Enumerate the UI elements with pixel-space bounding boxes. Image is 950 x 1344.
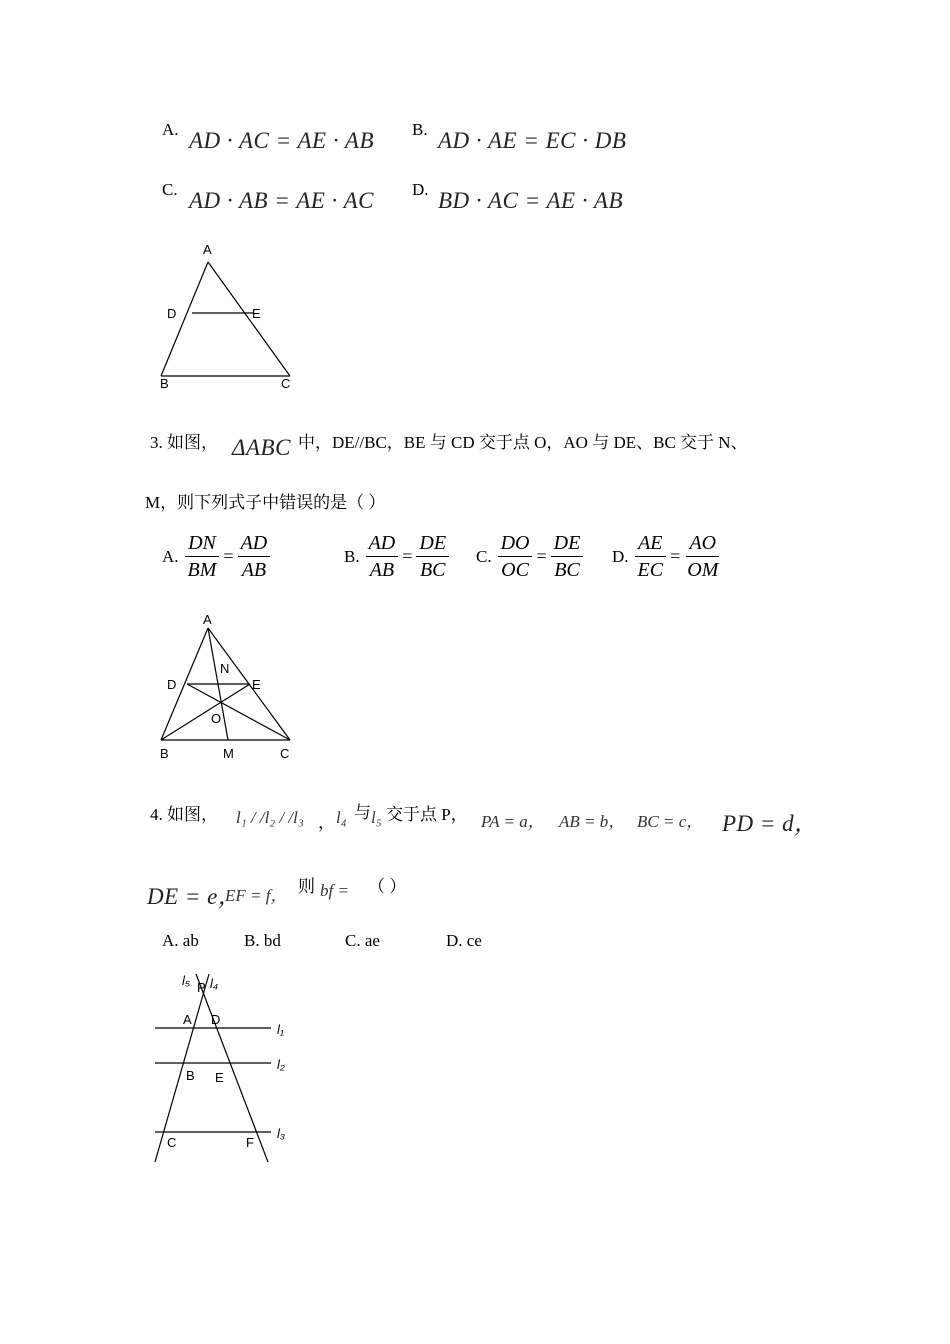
- q3-option-b-equals: =: [402, 546, 413, 566]
- q3-option-b-den2: BC: [419, 559, 446, 581]
- q3-option-a-den1: BM: [187, 559, 217, 581]
- q3-option-a-frac1: [185, 530, 220, 583]
- q3-stem-rest: 中，DE//BC，BE 与 CD 交于点 O，AO 与 DE、BC 交于 N、: [298, 433, 748, 452]
- q4-parallel-lines: l₁ / /l₂ / /l₃: [236, 808, 304, 827]
- q2-triangle-figure: [150, 236, 310, 396]
- q2-label-e: E: [252, 306, 261, 321]
- q2-label-d: D: [167, 306, 177, 321]
- q3-number: 3. 如图，: [150, 433, 218, 452]
- q4-comma1: ，: [318, 813, 335, 832]
- q3-option-b-frac1: [366, 530, 399, 583]
- q3-option-c-frac2: [551, 530, 584, 583]
- q2-option-a-expr: AD · AC = AE · AB: [189, 128, 375, 153]
- q4-label-b: B: [186, 1068, 195, 1083]
- q3-option-a-label: A.: [162, 546, 179, 566]
- q4-option-a[interactable]: A. ab: [162, 931, 199, 950]
- q3-option-b-num2: DE: [416, 530, 449, 557]
- q3-option-d-equals: =: [670, 546, 681, 566]
- q3-option-a-frac2: [238, 530, 271, 583]
- q4-yu: 与: [354, 803, 371, 822]
- q3-option-d-num1: AE: [635, 530, 665, 557]
- q4-pd: PD = d，: [722, 811, 818, 836]
- q4-bc: BC = c，: [637, 812, 704, 831]
- q4-label-a: A: [183, 1012, 192, 1027]
- q4-line-l5: [155, 974, 209, 1162]
- q3-label-a: A: [203, 612, 212, 627]
- q2-option-c-expr: AD · AB = AE · AC: [189, 188, 375, 213]
- q3-label-o: O: [211, 711, 222, 726]
- q3-option-c-num1: DO: [498, 530, 533, 557]
- q2-option-d[interactable]: [412, 180, 429, 200]
- q3-option-d-den1: EC: [637, 559, 664, 581]
- q3-option-a[interactable]: [162, 530, 270, 583]
- q4-label-l5: l₅: [182, 973, 191, 988]
- q3-option-d-frac2: [684, 530, 721, 583]
- q4-parallel-lines-figure: [145, 966, 315, 1166]
- q3-option-b[interactable]: [344, 530, 449, 583]
- q3-option-d[interactable]: [612, 530, 721, 583]
- q3-option-a-num1: DN: [185, 530, 219, 557]
- q2-option-a-label: A.: [162, 120, 179, 139]
- q3-option-c-den2: BC: [554, 559, 580, 581]
- q2-label-c: C: [281, 376, 291, 391]
- q4-bf: bf =: [320, 881, 349, 900]
- q3-segment-be: [161, 684, 250, 740]
- q2-option-b-label: B.: [412, 120, 428, 139]
- q3-option-c-den1: OC: [501, 559, 529, 581]
- q4-pa: PA = a，: [481, 812, 545, 831]
- q3-option-c-equals: =: [536, 546, 547, 566]
- q3-label-m: M: [223, 746, 234, 761]
- q3-stem-line2: M，则下列式子中错误的是（ ）: [145, 493, 386, 512]
- q4-option-b[interactable]: B. bd: [244, 931, 281, 950]
- q4-ze: 则: [298, 877, 315, 896]
- q4-label-e: E: [215, 1070, 224, 1085]
- q4-label-l1: l₁: [277, 1022, 284, 1037]
- q2-option-d-expr: BD · AC = AE · AB: [438, 188, 624, 213]
- q4-l4: l₄: [336, 808, 347, 827]
- q2-option-b[interactable]: [412, 120, 428, 140]
- q4-label-l4: l₄: [210, 976, 219, 991]
- q4-answer-paren: （ ）: [368, 877, 407, 896]
- q3-option-a-num2: AD: [238, 530, 271, 557]
- q3-triangle-symbol: ΔABC: [232, 435, 291, 460]
- q3-option-b-label: B.: [344, 546, 360, 566]
- q4-option-c[interactable]: C. ae: [345, 931, 380, 950]
- q3-option-c[interactable]: [476, 530, 583, 583]
- q3-segment-cd: [187, 684, 290, 740]
- q3-option-d-label: D.: [612, 546, 629, 566]
- q3-triangle-figure: [150, 606, 310, 768]
- q3-option-b-num1: AD: [366, 530, 399, 557]
- q3-label-d: D: [167, 677, 177, 692]
- q3-option-a-equals: =: [223, 546, 234, 566]
- q3-label-e: E: [252, 677, 261, 692]
- q2-label-a: A: [203, 242, 212, 257]
- q4-line-l4: [196, 974, 268, 1162]
- q3-option-d-den2: OM: [687, 559, 719, 581]
- q2-option-c[interactable]: [162, 180, 178, 200]
- q2-side-ac: [208, 262, 290, 376]
- q3-option-d-num2: AO: [686, 530, 719, 557]
- q2-option-c-label: C.: [162, 180, 178, 199]
- q3-label-n: N: [220, 661, 230, 676]
- q3-option-c-num2: DE: [551, 530, 584, 557]
- q4-label-l3: l₃: [277, 1126, 286, 1141]
- q2-option-b-expr: AD · AE = EC · DB: [438, 128, 627, 153]
- q4-ef: EF = f，: [225, 886, 288, 905]
- q2-label-b: B: [160, 376, 169, 391]
- q4-number: 4. 如图，: [150, 805, 218, 824]
- q3-label-b: B: [160, 746, 169, 761]
- q3-option-c-frac1: [498, 530, 533, 583]
- q2-option-a[interactable]: [162, 120, 179, 140]
- q4-label-d: D: [211, 1012, 221, 1027]
- q4-ab: AB = b，: [559, 812, 626, 831]
- q3-label-c: C: [280, 746, 290, 761]
- q3-option-b-den1: AB: [369, 559, 395, 581]
- q3-option-b-frac2: [416, 530, 449, 583]
- q4-label-c: C: [167, 1135, 177, 1150]
- q4-label-l2: l₂: [277, 1057, 285, 1072]
- q3-option-d-frac1: [635, 530, 667, 583]
- q4-de: DE = e，: [147, 884, 242, 909]
- q4-intersect: 交于点 P，: [386, 805, 468, 824]
- q3-option-c-label: C.: [476, 546, 492, 566]
- q4-label-p: P: [197, 980, 206, 995]
- q3-option-a-den2: AB: [241, 559, 267, 581]
- q4-l5: l₅: [371, 808, 382, 827]
- q2-option-d-label: D.: [412, 180, 429, 199]
- q4-label-f: F: [246, 1135, 254, 1150]
- q4-option-d[interactable]: D. ce: [446, 931, 482, 950]
